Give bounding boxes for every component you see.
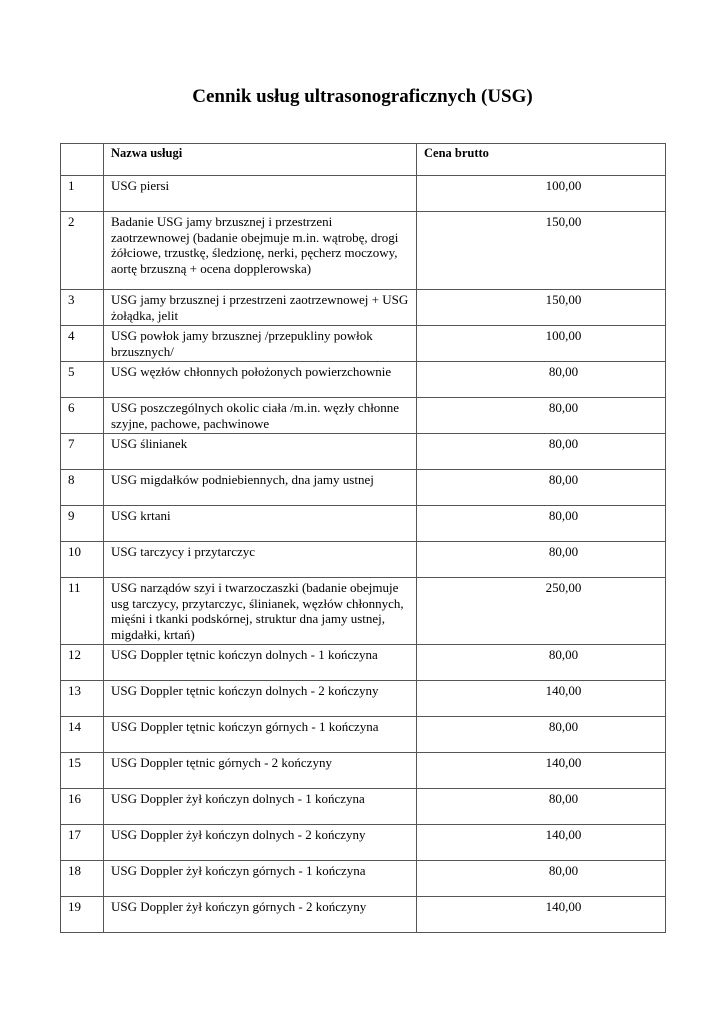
service-price: 140,00 [417, 681, 666, 717]
service-name: USG jamy brzusznej i przestrzeni zaotrzewnowej + USG żołądka, jelit [104, 290, 417, 326]
table-row [61, 290, 666, 326]
table-row [61, 789, 666, 825]
service-price: 80,00 [417, 789, 666, 825]
table-row [61, 825, 666, 861]
row-number: 4 [61, 326, 104, 362]
service-name: USG migdałków podniebiennych, dna jamy ustnej [104, 470, 417, 506]
row-number: 8 [61, 470, 104, 506]
row-number: 12 [61, 645, 104, 681]
table-row [61, 362, 666, 398]
service-name: USG piersi [104, 176, 417, 212]
table-row [61, 717, 666, 753]
row-number: 17 [61, 825, 104, 861]
service-name: Badanie USG jamy brzusznej i przestrzeni zaotrzewnowej (badanie obejmuje m.in. wątrobę, drogi żółciowe, trzustkę, śledzionę, nerki, pęcherz moczowy, aortę brzuszną + ocena dopplerowska) [104, 212, 417, 290]
table-row [61, 578, 666, 645]
service-name: USG poszczególnych okolic ciała /m.in. węzły chłonne szyjne, pachowe, pachwinowe [104, 398, 417, 434]
service-price: 80,00 [417, 717, 666, 753]
table-row [61, 326, 666, 362]
row-number: 3 [61, 290, 104, 326]
row-number: 13 [61, 681, 104, 717]
table-row [61, 398, 666, 434]
service-price: 80,00 [417, 506, 666, 542]
service-price: 140,00 [417, 753, 666, 789]
service-name: USG Doppler tętnic kończyn dolnych - 2 kończyny [104, 681, 417, 717]
table-row [61, 434, 666, 470]
table-row [61, 176, 666, 212]
row-number: 1 [61, 176, 104, 212]
table-row [61, 542, 666, 578]
header-price: Cena brutto [417, 144, 666, 176]
table-row [61, 681, 666, 717]
service-price: 100,00 [417, 326, 666, 362]
service-price: 150,00 [417, 290, 666, 326]
service-name: USG powłok jamy brzusznej /przepukliny powłok brzusznych/ [104, 326, 417, 362]
service-name: USG ślinianek [104, 434, 417, 470]
row-number: 18 [61, 861, 104, 897]
row-number: 14 [61, 717, 104, 753]
service-name: USG narządów szyi i twarzoczaszki (badanie obejmuje usg tarczycy, przytarczyc, ślinianek, węzłów chłonnych, mięśni i tkanki podskórnej, struktur dna jamy ustnej, migdałki, krtań) [104, 578, 417, 645]
service-name: USG Doppler tętnic kończyn górnych - 1 kończyna [104, 717, 417, 753]
service-price: 250,00 [417, 578, 666, 645]
service-name: USG węzłów chłonnych położonych powierzchownie [104, 362, 417, 398]
table-row [61, 897, 666, 933]
service-name: USG Doppler tętnic górnych - 2 kończyny [104, 753, 417, 789]
pricing-table [60, 143, 666, 933]
service-price: 80,00 [417, 470, 666, 506]
service-price: 80,00 [417, 434, 666, 470]
table-body [61, 176, 666, 933]
service-price: 80,00 [417, 645, 666, 681]
service-name: USG krtani [104, 506, 417, 542]
table-row [61, 753, 666, 789]
row-number: 7 [61, 434, 104, 470]
service-name: USG Doppler żył kończyn górnych - 2 kończyny [104, 897, 417, 933]
row-number: 10 [61, 542, 104, 578]
service-name: USG Doppler tętnic kończyn dolnych - 1 kończyna [104, 645, 417, 681]
table-row [61, 861, 666, 897]
table-row [61, 645, 666, 681]
row-number: 19 [61, 897, 104, 933]
service-price: 150,00 [417, 212, 666, 290]
table-row [61, 506, 666, 542]
service-name: USG tarczycy i przytarczyc [104, 542, 417, 578]
service-name: USG Doppler żył kończyn dolnych - 2 kończyny [104, 825, 417, 861]
service-price: 140,00 [417, 825, 666, 861]
header-service-name: Nazwa usługi [104, 144, 417, 176]
table-row [61, 470, 666, 506]
page-title: Cennik usług ultrasonograficznych (USG) [192, 86, 533, 107]
row-number: 2 [61, 212, 104, 290]
service-price: 80,00 [417, 542, 666, 578]
service-price: 140,00 [417, 897, 666, 933]
service-price: 100,00 [417, 176, 666, 212]
header-number [61, 144, 104, 176]
table-row [61, 212, 666, 290]
table-header-row [61, 144, 666, 176]
row-number: 5 [61, 362, 104, 398]
service-name: USG Doppler żył kończyn górnych - 1 kończyna [104, 861, 417, 897]
row-number: 15 [61, 753, 104, 789]
service-price: 80,00 [417, 398, 666, 434]
row-number: 6 [61, 398, 104, 434]
service-price: 80,00 [417, 362, 666, 398]
row-number: 11 [61, 578, 104, 645]
row-number: 16 [61, 789, 104, 825]
row-number: 9 [61, 506, 104, 542]
service-price: 80,00 [417, 861, 666, 897]
service-name: USG Doppler żył kończyn dolnych - 1 kończyna [104, 789, 417, 825]
